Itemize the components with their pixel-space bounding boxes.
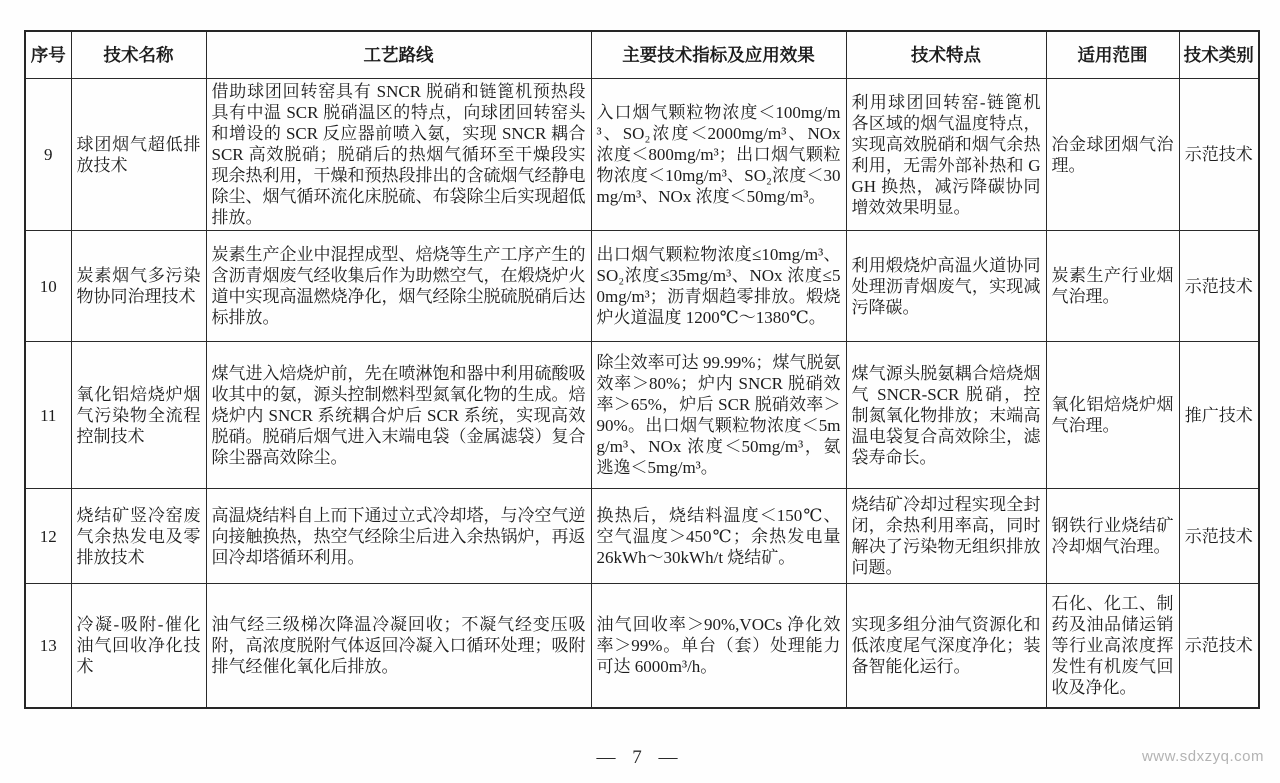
cell-features: 利用球团回转窑-链篦机各区域的烟气温度特点，实现高效脱硝和烟气余热利用，无需外部补热和 GGH 换热，减污降碳协同增效效果明显。: [846, 79, 1046, 231]
cell-process: 炭素生产企业中混捏成型、焙烧等生产工序产生的含沥青烟废气经收集后作为助燃空气，在煅烧炉火道中实现高温燃烧净化，烟气经除尘脱硫脱硝后达标排放。: [206, 231, 591, 342]
table-row: [25, 584, 1259, 708]
cell-no: 9: [25, 79, 71, 231]
column-header-features: 技术特点: [846, 31, 1046, 79]
table-header-row: [25, 31, 1259, 79]
table-row: [25, 79, 1259, 231]
cell-name: 氧化铝焙烧炉烟气污染物全流程控制技术: [71, 342, 206, 489]
column-header-process: 工艺路线: [206, 31, 591, 79]
cell-category: 示范技术: [1179, 231, 1259, 342]
cell-process: 煤气进入焙烧炉前，先在喷淋饱和器中利用硫酸吸收其中的氨，源头控制燃料型氮氧化物的生成。焙烧炉内 SNCR 系统耦合炉后 SCR 系统，实现高效脱硝。脱硝后烟气进入末端电袋（金属滤袋）复合除尘器高效除尘。: [206, 342, 591, 489]
cell-scope: 氧化铝焙烧炉烟气治理。: [1046, 342, 1179, 489]
cell-features: 利用煅烧炉高温火道协同处理沥青烟废气，实现减污降碳。: [846, 231, 1046, 342]
cell-indicators: 油气回收率＞90%,VOCs 净化效率＞99%。单台（套）处理能力可达 6000m³/h。: [591, 584, 846, 708]
cell-indicators: 除尘效率可达 99.99%；煤气脱氨效率＞80%；炉内 SNCR 脱硝效率＞65%，炉后 SCR 脱硝效率＞90%。出口烟气颗粒物浓度＜5mg/m³、NOx 浓度＜50mg/m³，氨逃逸＜5mg/m³。: [591, 342, 846, 489]
cell-name: 烧结矿竖冷窑废气余热发电及零排放技术: [71, 489, 206, 584]
cell-indicators: 换热后，烧结料温度＜150℃、空气温度＞450℃；余热发电量 26kWh～30kWh/t 烧结矿。: [591, 489, 846, 584]
cell-features: 煤气源头脱氨耦合焙烧烟气 SNCR-SCR 脱硝，控制氮氧化物排放；末端高温电袋复合高效除尘，滤袋寿命长。: [846, 342, 1046, 489]
cell-process: 借助球团回转窑具有 SNCR 脱硝和链篦机预热段具有中温 SCR 脱硝温区的特点，向球团回转窑头和增设的 SCR 反应器前喷入氨，实现 SNCR 耦合 SCR 高效脱硝；脱硝后的热烟气循环至干燥段实现余热利用，干燥和预热段排出的含硫烟气经静电除尘、烟气循环流化床脱硫、布袋除尘后实现超低排放。: [206, 79, 591, 231]
table-body: [25, 79, 1259, 708]
cell-name: 炭素烟气多污染物协同治理技术: [71, 231, 206, 342]
column-header-indicators: 主要技术指标及应用效果: [591, 31, 846, 79]
cell-no: 12: [25, 489, 71, 584]
cell-features: 实现多组分油气资源化和低浓度尾气深度净化；装备智能化运行。: [846, 584, 1046, 708]
cell-scope: 冶金球团烟气治理。: [1046, 79, 1179, 231]
column-header-scope: 适用范围: [1046, 31, 1179, 79]
cell-process: 高温烧结料自上而下通过立式冷却塔，与冷空气逆向接触换热，热空气经除尘后进入余热锅炉，再返回冷却塔循环利用。: [206, 489, 591, 584]
cell-process: 油气经三级梯次降温冷凝回收；不凝气经变压吸附，高浓度脱附气体返回冷凝入口循环处理；吸附排气经催化氧化后排放。: [206, 584, 591, 708]
cell-no: 11: [25, 342, 71, 489]
technology-table: [24, 30, 1260, 709]
column-header-no: 序号: [25, 31, 71, 79]
table-row: [25, 231, 1259, 342]
cell-name: 球团烟气超低排放技术: [71, 79, 206, 231]
cell-no: 13: [25, 584, 71, 708]
cell-features: 烧结矿冷却过程实现全封闭，余热利用率高，同时解决了污染物无组织排放问题。: [846, 489, 1046, 584]
watermark: www.sdxzyq.com: [1141, 748, 1264, 765]
cell-category: 示范技术: [1179, 584, 1259, 708]
cell-scope: 钢铁行业烧结矿冷却烟气治理。: [1046, 489, 1179, 584]
cell-scope: 石化、化工、制药及油品储运销等行业高浓度挥发性有机废气回收及净化。: [1046, 584, 1179, 708]
cell-indicators: 入口烟气颗粒物浓度＜100mg/m³、SO₂浓度＜2000mg/m³、NOx 浓度＜800mg/m³；出口烟气颗粒物浓度＜10mg/m³、SO₂浓度＜30mg/m³、NOx 浓度＜50mg/m³。: [591, 79, 846, 231]
cell-no: 10: [25, 231, 71, 342]
cell-indicators: 出口烟气颗粒物浓度≤10mg/m³、SO₂浓度≤35mg/m³、NOx 浓度≤50mg/m³；沥青烟趋零排放。煅烧炉火道温度 1200℃～1380℃。: [591, 231, 846, 342]
page-number: — 7 —: [596, 747, 684, 768]
column-header-name: 技术名称: [71, 31, 206, 79]
cell-scope: 炭素生产行业烟气治理。: [1046, 231, 1179, 342]
cell-category: 示范技术: [1179, 489, 1259, 584]
table-row: [25, 489, 1259, 584]
cell-category: 示范技术: [1179, 79, 1259, 231]
column-header-category: 技术类别: [1179, 31, 1259, 79]
cell-name: 冷凝-吸附-催化油气回收净化技术: [71, 584, 206, 708]
cell-category: 推广技术: [1179, 342, 1259, 489]
table-row: [25, 342, 1259, 489]
